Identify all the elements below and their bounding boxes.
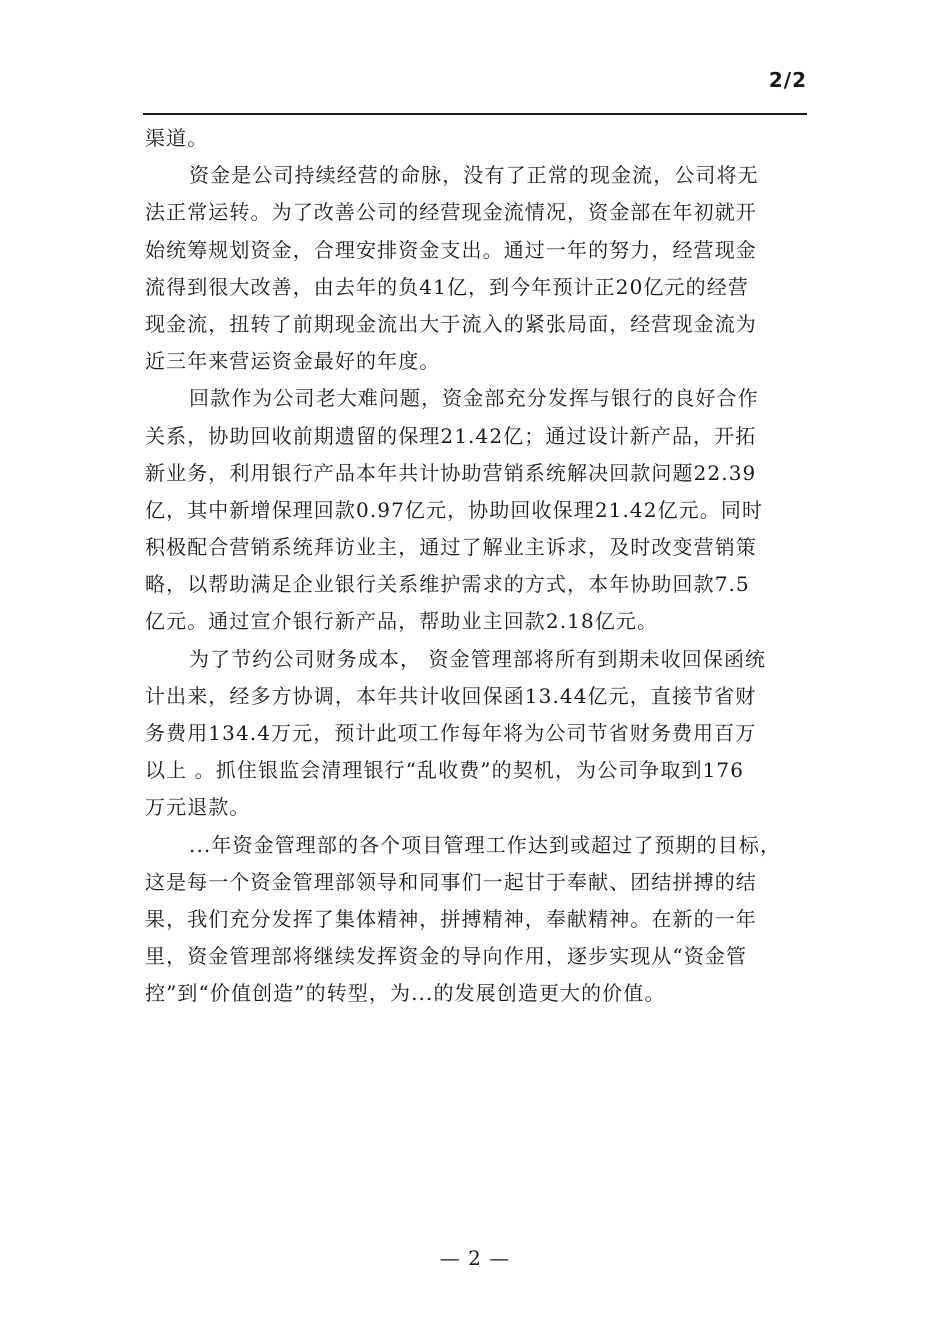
- text-line: 亿，其中新增保理回款0.97亿元，协助回收保理21.42亿元。同时: [145, 497, 764, 522]
- page-indicator: 2/2: [768, 68, 807, 92]
- text-line: 里，资金管理部将继续发挥资金的导向作用，逐步实现从“资金管: [145, 944, 748, 969]
- text-line: 新业务，利用银行产品本年共计协助营销系统解决回款问题22.39: [145, 460, 757, 485]
- footer-page-number: — 2 —: [439, 1246, 511, 1270]
- text-line: 计出来，经多方协调，本年共计收回保函13.44亿元，直接节省财: [145, 683, 757, 708]
- paragraph-start-line: 为了节约公司财务成本， 资金管理部将所有到期未收回保函统: [189, 646, 767, 671]
- text-line: 务费用134.4万元，预计此项工作每年将为公司节省财务费用百万: [145, 721, 757, 745]
- paragraph-start-line: ...年资金管理部的各个项目管理工作达到或超过了预期的目标，: [189, 832, 782, 857]
- text-line: 法正常运转。为了改善公司的经营现金流情况，资金部在年初就开: [145, 200, 757, 225]
- paragraph-start-line: 回款作为公司老大难问题，资金部充分发挥与银行的良好合作: [189, 386, 759, 411]
- paragraph-start-line: 资金是公司持续经营的命脉，没有了正常的现金流，公司将无: [189, 163, 759, 188]
- text-line: 始统筹规划资金，合理安排资金支出。通过一年的努力，经营现金: [145, 237, 757, 262]
- text-line: 积极配合营销系统拜访业主，通过了解业主诉求，及时改变营销策: [145, 535, 757, 560]
- text-line: 现金流，扭转了前期现金流出大于流入的紧张局面，经营现金流为: [145, 311, 757, 336]
- text-line: 万元退款。: [145, 795, 251, 820]
- text-line: 亿元。通过宣介银行新产品，帮助业主回款2.18亿元。: [145, 609, 659, 634]
- text-line: 略，以帮助满足企业银行关系维护需求的方式，本年协助回款7.5: [145, 572, 750, 597]
- text-line: 渠道。: [145, 126, 209, 150]
- text-line: 果，我们充分发挥了集体精神，拼搏精神，奉献精神。在新的一年: [145, 906, 757, 931]
- text-line: 以上 。抓住银监会清理银行“乱收费”的契机，为公司争取到176: [145, 758, 745, 783]
- text-line: 控”到“价值创造”的转型，为...的发展创造更大的价值。: [145, 981, 666, 1006]
- header-rule: [143, 113, 807, 115]
- text-line: 近三年来营运资金最好的年度。: [145, 349, 441, 374]
- text-line: 关系，协助回收前期遗留的保理21.42亿；通过设计新产品，开拓: [145, 423, 757, 448]
- text-line: 这是每一个资金管理部领导和同事们一起甘于奉献、团结拼搏的结: [145, 869, 757, 894]
- document-body: [145, 120, 807, 1013]
- text-line: 流得到很大改善，由去年的负41亿，到今年预计正20亿元的经营: [145, 274, 749, 299]
